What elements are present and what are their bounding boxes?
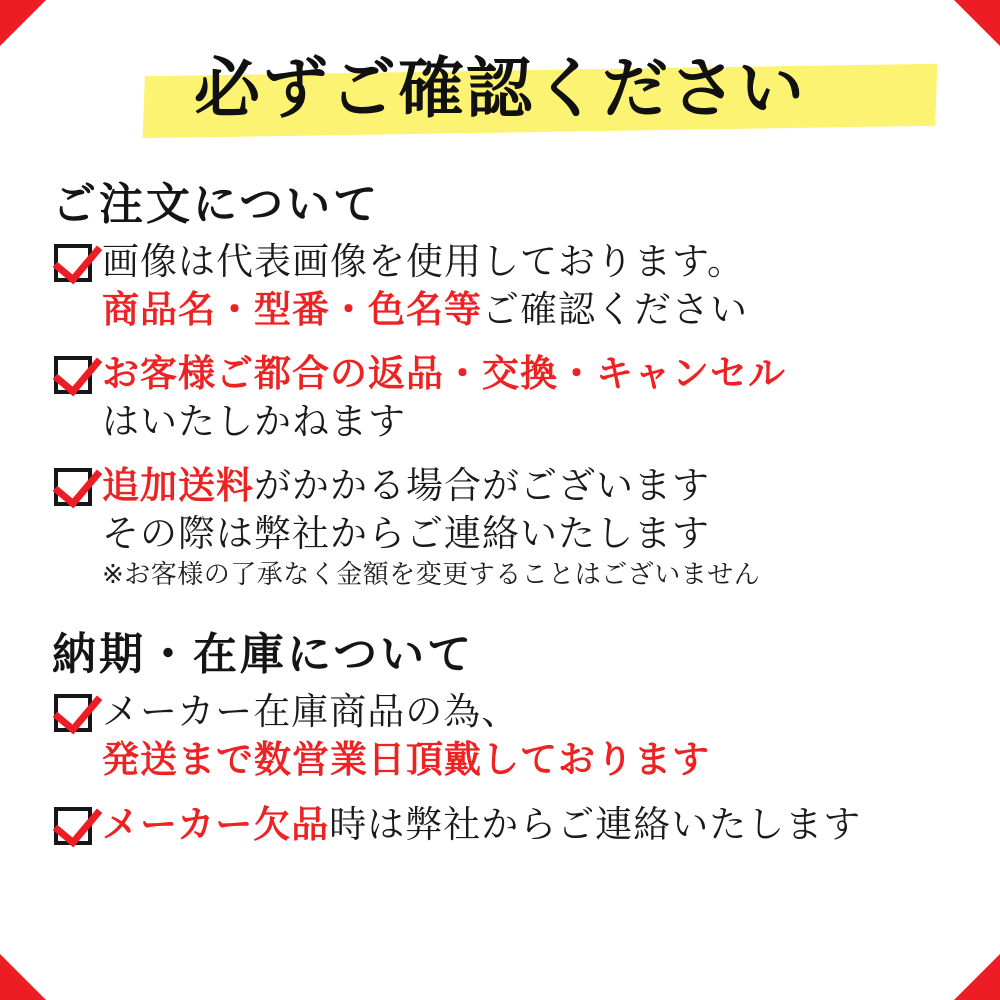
list-item: [54, 238, 960, 334]
list-item-line: 画像は代表画像を使用しております。: [102, 240, 746, 283]
list-item-line: その際は弊社からご連絡いたします: [102, 512, 710, 556]
list-item-lines: [102, 238, 960, 334]
list-item: [54, 350, 960, 446]
section-title-delivery: 納期・在庫について: [52, 629, 475, 681]
list-item: [54, 462, 960, 592]
list-item-note: ※お客様の了承なく金額を変更することはございません: [102, 559, 761, 590]
section-title-orders: ご注文について: [52, 179, 381, 230]
corner-decoration-top-right: [954, 0, 1000, 46]
list-item-lines: [102, 801, 960, 849]
list-item-line: [102, 462, 960, 510]
list-item-line: メーカー在庫商品の為、: [102, 690, 520, 734]
list-item-line: 発送まで数営業日頂戴しております: [102, 738, 710, 782]
corner-decoration-top-left: [0, 0, 46, 46]
plain-text: がかかる場合がございます: [254, 464, 710, 508]
corner-decoration-bottom-left: [0, 954, 46, 1000]
list-item-line: はいたしかねます: [102, 400, 406, 444]
checkbox-checked-icon: [54, 244, 92, 282]
list-item-line: [102, 286, 960, 334]
list-item-line: [102, 801, 960, 849]
list-item-lines: [102, 688, 960, 784]
plain-text: 時は弊社からご連絡いたします: [329, 802, 862, 846]
emphasis-text: 追加送料: [102, 464, 254, 508]
list-item: [54, 801, 960, 849]
list-item-lines: [102, 350, 960, 446]
headline-block: [40, 34, 960, 154]
list-item-line: お客様ご都合の返品・交換・キャンセル: [102, 352, 786, 396]
list-item: [54, 688, 960, 784]
checkbox-checked-icon: [54, 694, 92, 732]
checkbox-checked-icon: [54, 356, 92, 394]
corner-decoration-bottom-right: [954, 954, 1000, 1000]
plain-text: ご確認ください: [482, 288, 748, 332]
list-item-lines: [102, 462, 960, 592]
page-title: 必ずご確認ください: [194, 50, 806, 127]
emphasis-text: メーカー欠品: [102, 802, 330, 846]
checkbox-checked-icon: [54, 468, 92, 506]
emphasis-text: 商品名・型番・色名等: [102, 288, 482, 332]
checkbox-checked-icon: [54, 807, 92, 845]
